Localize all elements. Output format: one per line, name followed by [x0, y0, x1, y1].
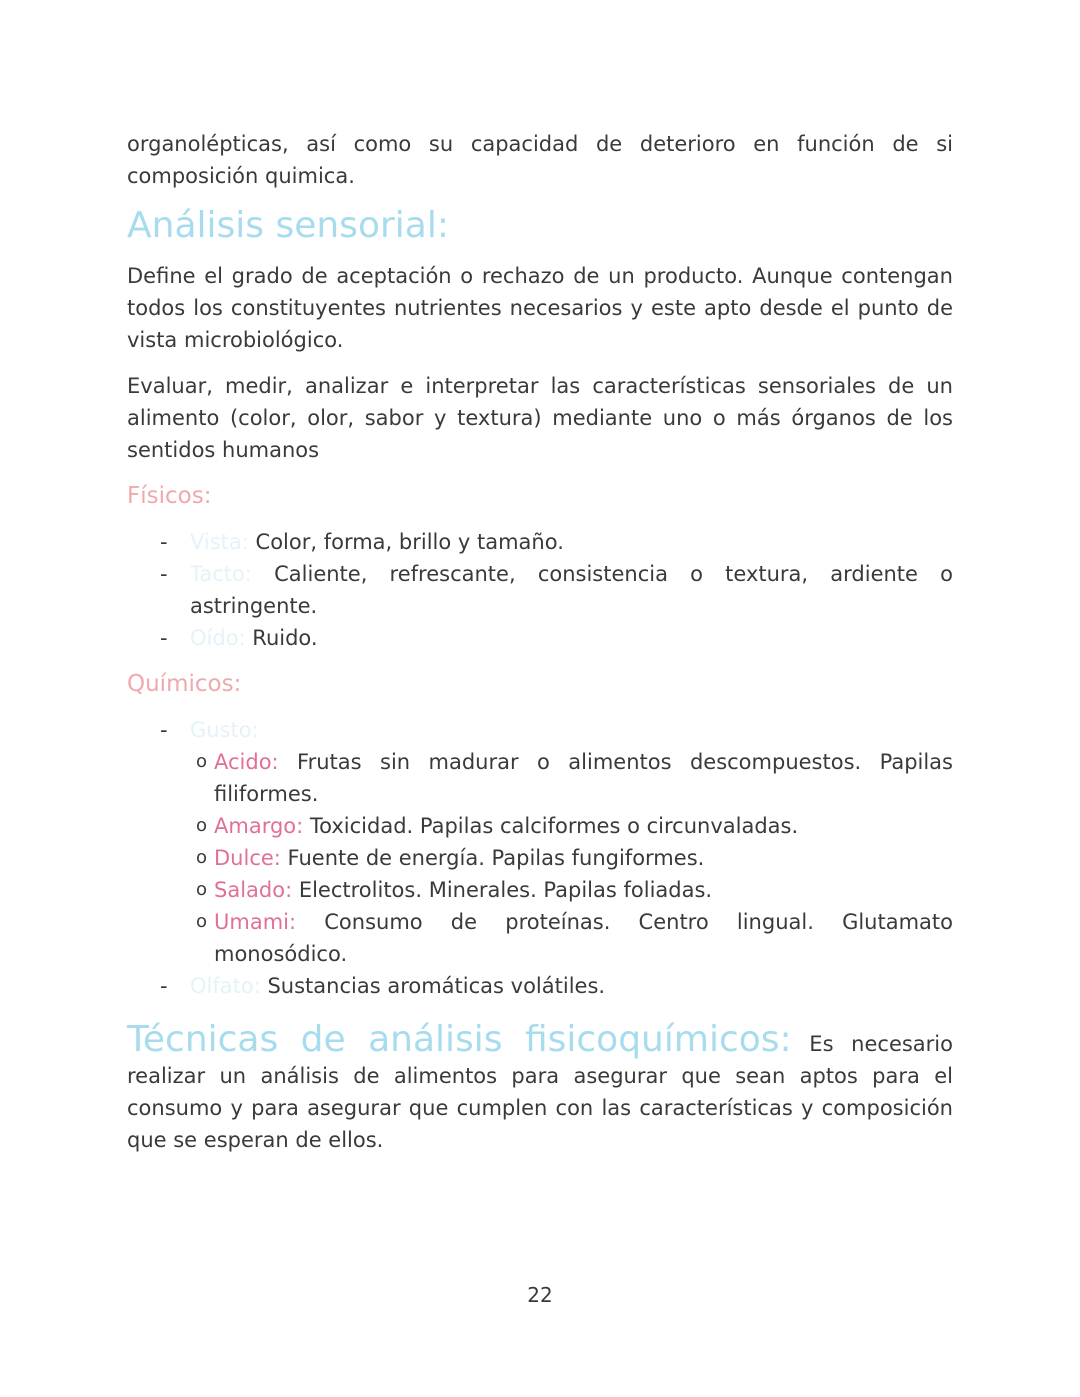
- subtitle-fisicos: Físicos:: [127, 483, 212, 509]
- section-title-tecnicas: Técnicas de análisis fisicoquímicos:: [127, 1019, 792, 1060]
- sub-list-item: o Salado: Electrolitos. Minerales. Papilas foliadas.: [190, 874, 953, 906]
- list-item-gusto: - Gusto: o Acido: Frutas sin madurar o alimentos descompuestos. Papilas filiformes. o Amargo: Toxicidad. Papilas calciformes o circunvaladas. o Dulce: Fuente de energía. Papilas fungiformes. o Salado: Electrolitos. Minerales. Papilas foliadas. o Umami: Consumo de proteínas. Centro lingual. Glutamato monosódico.: [127, 714, 953, 970]
- document-page: [127, 128, 953, 1156]
- quimicos-list: [127, 714, 953, 1002]
- sub-list-item: o Umami: Consumo de proteínas. Centro lingual. Glutamato monosódico.: [190, 906, 953, 970]
- sub-list-item: o Acido: Frutas sin madurar o alimentos descompuestos. Papilas filiformes.: [190, 746, 953, 810]
- section2-paragraph: Técnicas de análisis fisicoquímicos: Es necesario realizar un análisis de alimentos para asegurar que sean aptos para el consumo y para asegurar que cumplen con las características y composición que se esperan de ellos.: [127, 1019, 953, 1152]
- sub-list-item: o Amargo: Toxicidad. Papilas calciformes o circunvaladas.: [190, 810, 953, 842]
- list-item: - Tacto: Caliente, refrescante, consistencia o textura, ardiente o astringente.: [127, 558, 953, 622]
- list-item: - Oído: Ruido.: [127, 622, 953, 654]
- gusto-sublist: [190, 746, 953, 970]
- section-title-analisis-sensorial: Análisis sensorial:: [127, 205, 449, 246]
- sub-list-item: o Dulce: Fuente de energía. Papilas fungiformes.: [190, 842, 953, 874]
- page-number: 22: [527, 1283, 553, 1307]
- list-item-olfato: - Olfato: Sustancias aromáticas volátiles.: [127, 970, 953, 1002]
- intro-paragraph: organolépticas, así como su capacidad de deterioro en función de si composición quimica.: [127, 132, 953, 188]
- list-item: - Vista: Color, forma, brillo y tamaño.: [127, 526, 953, 558]
- section1-paragraph-2: Evaluar, medir, analizar e interpretar las características sensoriales de un alimento (color, olor, sabor y textura) mediante uno o más órganos de los sentidos humanos: [127, 374, 953, 462]
- fisicos-list: [127, 526, 953, 654]
- section1-paragraph-1: Define el grado de aceptación o rechazo de un producto. Aunque contengan todos los constituyentes nutrientes necesarios y este apto desde el punto de vista microbiológico.: [127, 264, 953, 352]
- subtitle-quimicos: Químicos:: [127, 671, 242, 697]
